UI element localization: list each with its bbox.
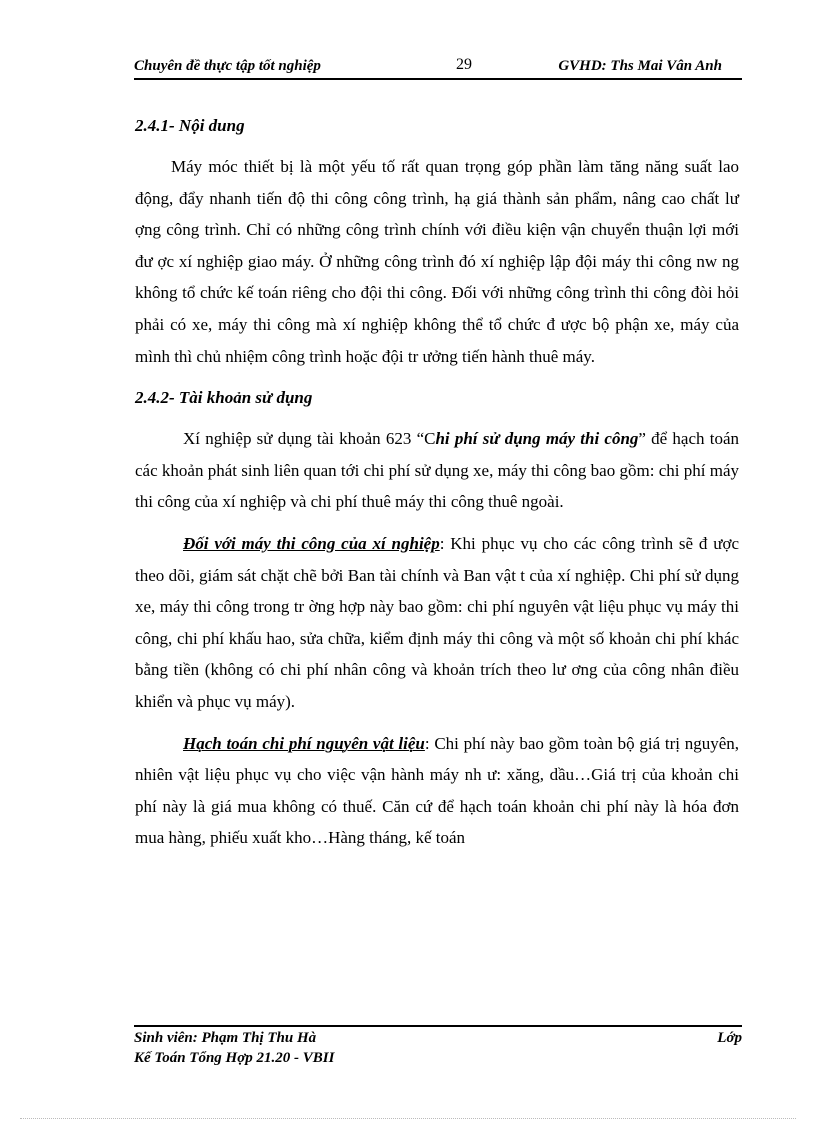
p2-text: : Khi phục vụ cho các công trình sẽ đ ược theo dõi, giám sát chặt chẽ bởi Ban tài chính và Ban vật t của xí nghiệp. Chi phí sử dụng xe, máy thi công trong tr ờng hợp này bao gồm: chi phí nguyên vật liệu phục vụ máy thi công, chi phí khấu hao, sửa chữa, kiểm định máy thi công và một số khoản chi phí khác bằng tiền (không có chi phí nhân công và khoản trích theo lư ơng của công nhân điều khiển và phục vụ máy). (135, 533, 739, 711)
footer-class-label: Lớp (717, 1030, 742, 1046)
p3-lead: Hạch toán chi phí nguyên vật liệu (183, 733, 425, 753)
footer-student: Sinh viên: Phạm Thị Thu Hà (134, 1030, 317, 1046)
header-rule (134, 78, 742, 80)
footer-line-1 (134, 1030, 742, 1047)
header-title: Chuyên đề thực tập tốt nghiệp (134, 58, 321, 74)
header-advisor: GVHD: Ths Mai Vân Anh (558, 58, 722, 74)
page-bottom-dotted-line (20, 1118, 796, 1119)
page-number: 29 (456, 56, 472, 73)
document-body (135, 110, 739, 864)
p3-text: : Chi phí này bao gồm toàn bộ giá trị nguyên, nhiên vật liệu phục vụ cho việc vận hành máy nh ư: xăng, dầu…Giá trị của khoản chi phí này là giá mua không có thuế. Căn cứ để hạch toán khoản chi phí này là hóa đơn mua hàng, phiếu xuất kho…Hàng tháng, kế toán (135, 733, 739, 848)
paragraph-account (135, 423, 739, 518)
paragraph-material-costs (135, 728, 739, 854)
p2-lead: Đối với máy thi công của xí nghiệp (183, 533, 440, 553)
footer-class-name: Kế Toán Tổng Hợp 21.20 - VBII (134, 1050, 335, 1066)
page-header (134, 58, 742, 78)
section-heading-2-4-1: 2.4.1- Nội dung (135, 116, 245, 135)
p1-text-before: Xí nghiệp sử dụng tài khoản 623 “C (183, 429, 436, 449)
paragraph-own-machines (135, 528, 739, 718)
section-heading-2-4-2: 2.4.2- Tài khoản sử dụng (135, 388, 313, 408)
paragraph-content: Máy móc thiết bị là một yếu tố rất quan trọng góp phần làm tăng năng suất lao động, đẩy nhanh tiến độ thi công công trình, hạ giá thành sản phẩm, nâng cao chất lư ợng công trình. Chỉ có những công trình chính với điều kiện vận chuyển thuận lợi mới đư ợc xí nghiệp giao máy. Ở những công trình đó xí nghiệp lập đội máy thi công nw ng không tổ chức kế toán riêng cho đội thi công. Đối với những công trình thi công đòi hỏi phải có xe, máy thi công mà xí nghiệp không thể tổ chức đ ược bộ phận xe, máy của mình thì chủ nhiệm công trình hoặc đội tr ưởng tiến hành thuê máy. (135, 157, 739, 366)
p1-account-name: hi phí sử dụng máy thi công (435, 429, 639, 449)
p1-text-after: ” để hạch toán các khoản phát sinh liên quan tới chi phí sử dụng xe, máy thi công bao gồm: chi phí máy thi công của xí nghiệp và chi phí thuê máy thi công thuê ngoài. (135, 429, 739, 512)
footer-line-2 (134, 1050, 742, 1067)
footer-rule (134, 1025, 742, 1027)
